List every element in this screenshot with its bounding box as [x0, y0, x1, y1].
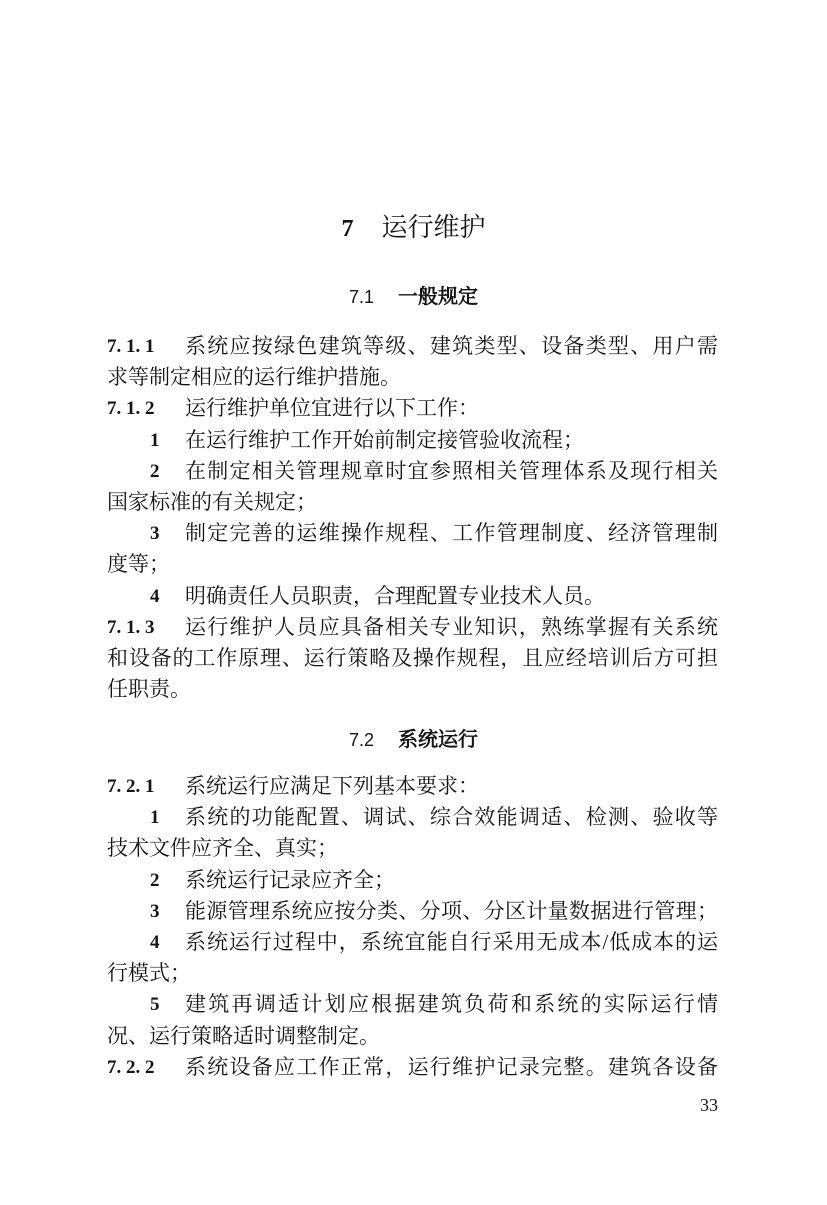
clause-number: 7. 1. 1 [107, 336, 155, 357]
line-text: 系统运行记录应齐全； [185, 867, 395, 892]
paragraph-line [107, 393, 718, 424]
line-text: 系统运行过程中，系统宜能自行采用无成本/低成本的运 [185, 929, 718, 954]
clause-number: 7. 1. 2 [107, 398, 155, 420]
line-text: 度等； [107, 552, 170, 577]
line-text: 技术文件应齐全、真实； [107, 836, 338, 861]
clause-number: 7. 2. 2 [107, 1056, 155, 1078]
section-number: 7.2 [348, 730, 375, 750]
paragraph-line [107, 771, 718, 802]
line-text: 况、运行策略适时调整制定。 [107, 1023, 380, 1048]
paragraph-line [107, 927, 718, 958]
paragraph-line [107, 802, 718, 833]
paragraph-line [107, 331, 718, 362]
paragraph-line [107, 958, 718, 989]
clause-number: 7. 2. 1 [107, 776, 155, 797]
line-text: 任职责。 [107, 677, 191, 702]
paragraph-line [107, 989, 718, 1020]
chapter-number: 7 [341, 216, 354, 242]
paragraph-line [107, 456, 718, 487]
line-text: 系统运行应满足下列基本要求： [185, 774, 479, 798]
item-number: 5 [150, 994, 160, 1016]
line-text: 求等制定相应的运行维护措施。 [107, 365, 401, 390]
item-number: 3 [150, 900, 160, 922]
item-number: 1 [150, 807, 160, 829]
line-text: 运行维护人员应具备相关专业知识，熟练掌握有关系统 [185, 614, 718, 639]
line-text: 系统应按绿色建筑等级、建筑类型、设备类型、用户需 [185, 334, 718, 358]
section-heading [0, 283, 827, 311]
line-text: 行模式； [107, 961, 191, 986]
paragraph-line [107, 518, 718, 549]
section-title: 一般规定 [398, 286, 479, 308]
paragraph-line [107, 865, 718, 896]
item-number: 2 [150, 460, 160, 482]
paragraph-line [107, 1021, 718, 1052]
paragraph-line [107, 896, 718, 927]
paragraph-line [107, 425, 718, 456]
line-text: 在制定相关管理规章时宜参照相关管理体系及现行相关 [185, 458, 718, 483]
item-number: 4 [150, 931, 160, 953]
clause-number: 7. 1. 3 [107, 616, 155, 638]
paragraph-line [107, 581, 718, 612]
item-number: 3 [150, 523, 160, 545]
paragraph-line [107, 833, 718, 864]
section-heading [0, 726, 827, 754]
page-number: 33 [700, 1095, 718, 1115]
line-text: 和设备的工作原理、运行策略及操作规程，且应经培训后方可担 [107, 645, 718, 670]
paragraph-line [107, 549, 718, 580]
paragraph-line [107, 362, 718, 393]
line-text: 在运行维护工作开始前制定接管验收流程； [185, 427, 584, 452]
line-text: 运行维护单位宜进行以下工作： [185, 396, 479, 421]
line-text: 制定完善的运维操作规程、工作管理制度、经济管理制 [185, 521, 718, 546]
paragraph-line [107, 487, 718, 518]
paragraph-line [107, 612, 718, 643]
chapter-title [0, 211, 827, 245]
line-text: 建筑再调适计划应根据建筑负荷和系统的实际运行情 [185, 992, 718, 1017]
chapter-title-text: 运行维护 [381, 213, 486, 242]
item-number: 1 [150, 429, 160, 451]
paragraph-line [107, 1052, 718, 1083]
line-text: 系统设备应工作正常，运行维护记录完整。建筑各设备 [185, 1054, 718, 1079]
paragraph-line [107, 674, 718, 705]
section-body [107, 771, 718, 1083]
section-title: 系统运行 [398, 729, 479, 751]
line-text: 能源管理系统应按分类、分项、分区计量数据进行管理； [185, 898, 718, 923]
section-number: 7.1 [348, 287, 375, 307]
paragraph-line [107, 643, 718, 674]
item-number: 4 [150, 585, 160, 607]
item-number: 2 [150, 869, 160, 891]
section-body [107, 331, 718, 705]
line-text: 系统的功能配置、调试、综合效能调适、检测、验收等 [185, 805, 718, 830]
line-text: 国家标准的有关规定； [107, 489, 317, 514]
line-text: 明确责任人员职责，合理配置专业技术人员。 [185, 583, 605, 608]
